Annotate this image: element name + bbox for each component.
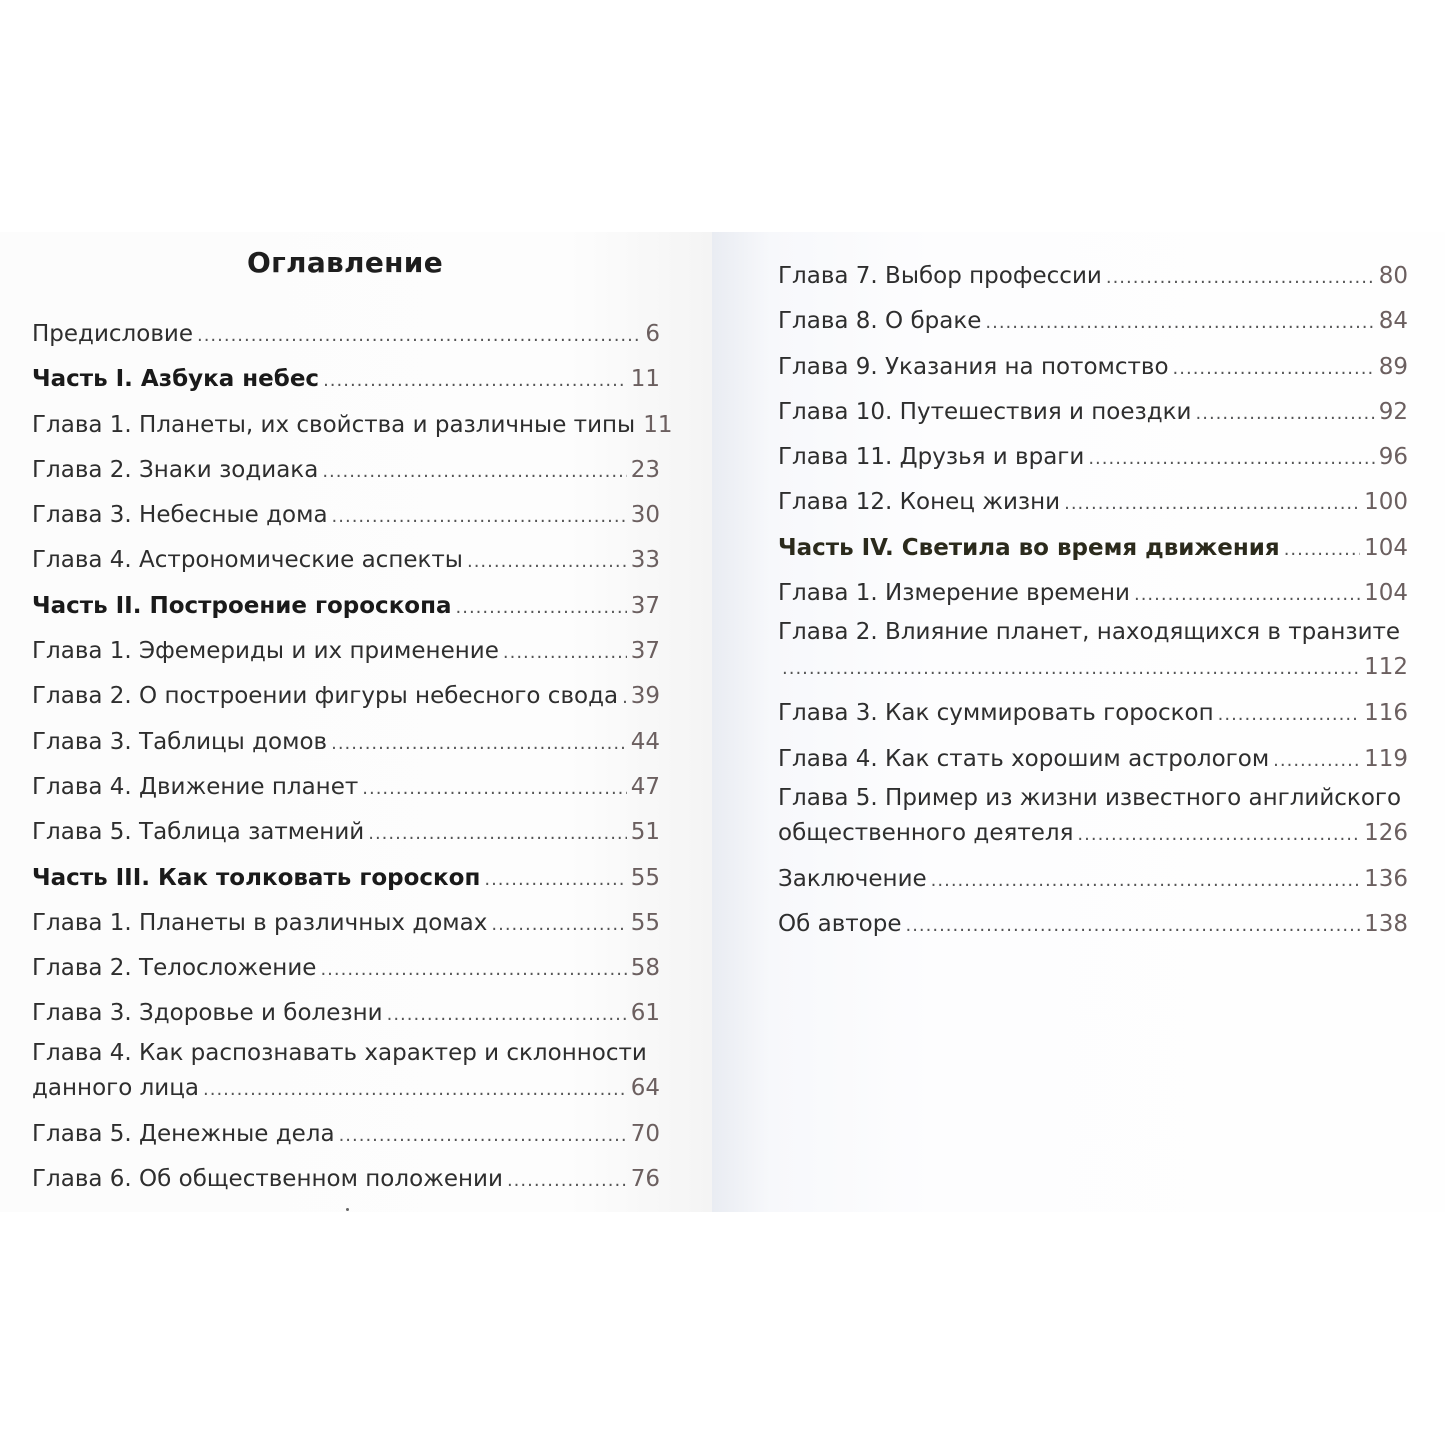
entry-title: Глава 1. Эфемериды и их применение xyxy=(32,638,499,665)
toc-entry xyxy=(32,991,660,1036)
dot-leader xyxy=(322,449,626,494)
page-number: 58 xyxy=(630,955,660,982)
page-number: 55 xyxy=(630,864,660,891)
toc-entry xyxy=(32,584,660,629)
dot-leader xyxy=(339,1113,627,1158)
dot-leader xyxy=(331,721,627,766)
entry-title: Об авторе xyxy=(778,911,902,938)
dot-leader xyxy=(503,630,627,675)
toc-entry xyxy=(778,902,1408,947)
toc-entry xyxy=(778,526,1408,571)
entry-title: данного лица xyxy=(32,1074,200,1101)
dot-leader xyxy=(1134,572,1360,617)
dot-leader xyxy=(197,313,641,358)
page-number: 76 xyxy=(630,1166,660,1193)
toc-entry xyxy=(778,857,1408,902)
entry-title: Глава 9. Указания на потомство xyxy=(778,353,1169,380)
toc-entry xyxy=(32,810,660,855)
entry-title: Глава 11. Друзья и враги xyxy=(778,444,1085,471)
entry-title: Глава 2. Телосложение xyxy=(32,955,317,982)
entry-title: Часть I. Азбука небес xyxy=(32,366,320,393)
right-page xyxy=(712,232,1445,1212)
left-page xyxy=(0,232,712,1212)
page-number: 37 xyxy=(630,638,660,665)
entry-last-line xyxy=(778,649,1408,691)
dot-leader xyxy=(1218,692,1360,737)
page-number: 70 xyxy=(630,1120,660,1147)
dot-leader xyxy=(1077,817,1360,853)
toc-entry xyxy=(32,448,660,493)
toc-entry xyxy=(32,403,673,448)
entry-last-line xyxy=(778,815,1408,857)
dot-leader xyxy=(622,675,627,720)
dot-leader xyxy=(985,300,1374,345)
dot-leader xyxy=(931,858,1360,903)
page-number: 39 xyxy=(630,683,660,710)
toc-entry xyxy=(32,765,660,810)
toc-list-left xyxy=(32,312,673,1202)
page-number: 80 xyxy=(1378,263,1408,289)
page-number: 6 xyxy=(645,321,660,347)
page-title: Оглавление xyxy=(246,246,443,279)
toc-entry xyxy=(32,1112,660,1157)
page-number: 33 xyxy=(630,547,660,574)
dot-leader xyxy=(507,1158,627,1203)
entry-title: Глава 10. Путешествия и поездки xyxy=(778,398,1192,425)
entry-title: Часть III. Как толковать гороскоп xyxy=(32,864,481,891)
dot-leader xyxy=(203,1072,627,1108)
dot-leader xyxy=(1088,436,1374,481)
toc-entry xyxy=(32,312,660,357)
toc-entry xyxy=(32,674,660,719)
dot-leader xyxy=(1284,527,1360,572)
toc-entry xyxy=(778,299,1408,344)
page-number: 136 xyxy=(1364,865,1408,892)
dot-leader xyxy=(332,494,627,539)
entry-title: Глава 3. Здоровье и болезни xyxy=(32,1000,383,1027)
page-number: 23 xyxy=(630,456,660,483)
page-mark xyxy=(346,1208,349,1211)
entry-title: Глава 1. Измерение времени xyxy=(778,580,1130,607)
page-number: 104 xyxy=(1364,580,1408,607)
dot-leader xyxy=(456,585,627,630)
toc-entry xyxy=(32,538,660,583)
toc-entry xyxy=(32,1037,660,1112)
entry-title-first-line: Глава 4. Как распознавать характер и склонности xyxy=(32,1039,647,1066)
toc-entry xyxy=(778,435,1408,480)
entry-title: общественного деятеля xyxy=(778,819,1074,846)
page-number: 37 xyxy=(630,592,660,619)
entry-title: Глава 4. Как стать хорошим астрологом xyxy=(778,745,1270,772)
entry-title: Глава 6. Об общественном положении xyxy=(32,1166,503,1193)
entry-title: Глава 2. О построении фигуры небесного свода xyxy=(32,683,619,710)
page-number: 30 xyxy=(630,502,660,529)
page-number: 11 xyxy=(630,366,660,393)
entry-title: Глава 4. Движение планет xyxy=(32,773,359,800)
entry-title: Глава 5. Денежные дела xyxy=(32,1120,335,1147)
entry-title: Глава 3. Небесные дома xyxy=(32,502,328,529)
entry-last-line xyxy=(32,1070,660,1112)
page-number: 92 xyxy=(1378,398,1408,425)
page-number: 119 xyxy=(1364,745,1408,772)
entry-title: Глава 1. Планеты в различных домах xyxy=(32,909,488,936)
dot-leader xyxy=(1106,255,1375,300)
toc-entry xyxy=(32,629,660,674)
entry-title: Глава 4. Астрономические аспекты xyxy=(32,547,463,574)
entry-title: Глава 12. Конец жизни xyxy=(778,489,1061,516)
entry-title: Часть II. Построение гороскопа xyxy=(32,592,452,619)
entry-title: Часть IV. Светила во время движения xyxy=(778,534,1280,561)
toc-entry xyxy=(778,571,1408,616)
page-number: 100 xyxy=(1364,489,1408,516)
dot-leader xyxy=(905,903,1360,948)
entry-title: Глава 1. Планеты, их свойства и различные типы xyxy=(32,411,636,438)
dot-leader xyxy=(368,811,626,856)
entry-title: Глава 8. О браке xyxy=(778,308,982,335)
toc-entry xyxy=(778,480,1408,525)
dot-leader xyxy=(782,651,1360,687)
entry-title: Глава 2. Знаки зодиака xyxy=(32,456,319,483)
dot-leader xyxy=(320,947,626,992)
toc-entry xyxy=(778,616,1408,691)
page-number: 51 xyxy=(630,819,660,846)
page-number: 116 xyxy=(1364,700,1408,727)
toc-entry xyxy=(778,737,1408,782)
toc-entry xyxy=(32,856,660,901)
entry-title: Глава 3. Как суммировать гороскоп xyxy=(778,700,1214,727)
toc-entry xyxy=(32,1157,660,1202)
toc-entry xyxy=(778,782,1408,857)
page-number: 89 xyxy=(1378,353,1408,380)
page-number: 47 xyxy=(630,773,660,800)
toc-entry xyxy=(32,493,660,538)
page-number: 112 xyxy=(1364,654,1408,681)
dot-leader xyxy=(467,539,627,584)
dot-leader xyxy=(1064,481,1360,526)
toc-entry xyxy=(778,254,1408,299)
page-number: 138 xyxy=(1364,911,1408,938)
entry-title: Заключение xyxy=(778,865,927,892)
page-number: 104 xyxy=(1364,534,1408,561)
entry-title-first-line: Глава 5. Пример из жизни известного английского xyxy=(778,784,1402,811)
toc-entry xyxy=(32,946,660,991)
toc-entry xyxy=(32,901,660,946)
dot-leader xyxy=(1196,391,1375,436)
dot-leader xyxy=(484,857,626,902)
toc-entry xyxy=(778,345,1408,390)
page-number: 84 xyxy=(1378,308,1408,335)
dot-leader xyxy=(491,902,626,947)
dot-leader xyxy=(387,992,627,1037)
dot-leader xyxy=(323,358,627,403)
entry-title: Предисловие xyxy=(32,321,193,347)
entry-title: Глава 3. Таблицы домов xyxy=(32,728,328,755)
toc-entry xyxy=(778,390,1408,435)
dot-leader xyxy=(1273,738,1360,783)
entry-title: Глава 7. Выбор профессии xyxy=(778,263,1102,289)
page-number: 44 xyxy=(630,728,660,755)
entry-title: Глава 5. Таблица затмений xyxy=(32,819,365,846)
page-number: 126 xyxy=(1364,819,1408,846)
dot-leader xyxy=(362,766,626,811)
page-number: 96 xyxy=(1378,444,1408,471)
page-number: 55 xyxy=(630,909,660,936)
page-number: 11 xyxy=(643,411,673,438)
toc-entry xyxy=(32,720,660,765)
book-spread xyxy=(0,232,1445,1212)
page-number: 64 xyxy=(630,1074,660,1101)
page-number: 61 xyxy=(630,1000,660,1027)
toc-entry xyxy=(778,691,1408,736)
dot-leader xyxy=(1173,346,1375,391)
toc-list-right xyxy=(778,254,1408,948)
entry-title-first-line: Глава 2. Влияние планет, находящихся в транзите xyxy=(778,619,1401,646)
toc-entry xyxy=(32,357,660,402)
